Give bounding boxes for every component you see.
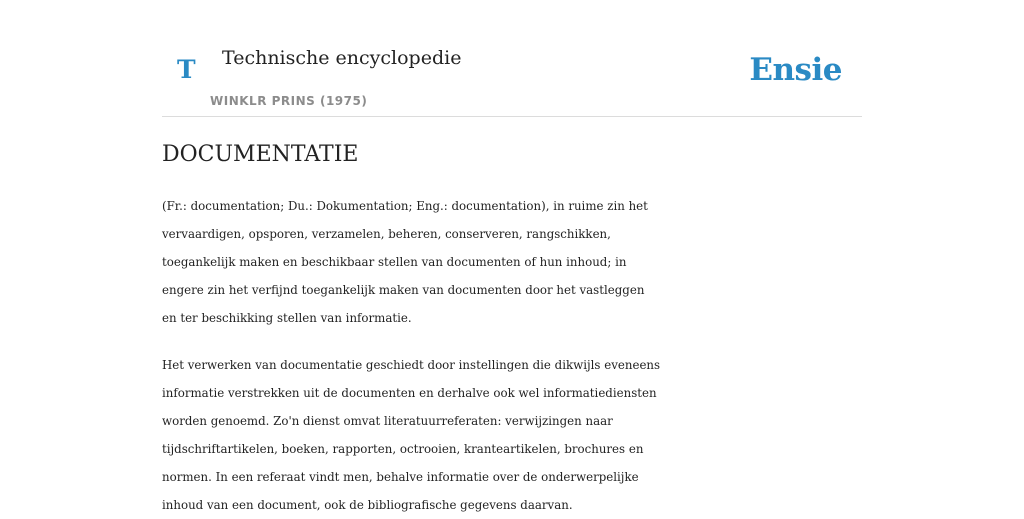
book-source-label: WINKLR PRINS (1975) bbox=[210, 94, 368, 108]
entry-paragraph-2 bbox=[162, 351, 862, 519]
paragraph-line: tijdschriftartikelen, boeken, rapporten, octrooien, kranteartikelen, brochures en bbox=[162, 442, 644, 456]
paragraph-line: (Fr.: documentation; Du.: Dokumentation; Eng.: documentation), in ruime zin het bbox=[162, 199, 648, 213]
paragraph-line: vervaardigen, opsporen, verzamelen, beheren, conserveren, rangschikken, bbox=[162, 227, 611, 241]
paragraph-line: toegankelijk maken en beschikbaar stellen van documenten of hun inhoud; in bbox=[162, 255, 627, 269]
paragraph-line: informatie verstrekken uit de documenten en derhalve ook wel informatiediensten bbox=[162, 386, 657, 400]
entry-paragraph-1 bbox=[162, 192, 862, 332]
paragraph-line: normen. In een referaat vindt men, behalve informatie over de onderwerpelijke bbox=[162, 470, 639, 484]
brand-logo[interactable]: Ensie bbox=[749, 52, 842, 88]
paragraph-line: en ter beschikking stellen van informatie. bbox=[162, 311, 412, 325]
paragraph-line: worden genoemd. Zo'n dienst omvat literatuurreferaten: verwijzingen naar bbox=[162, 414, 613, 428]
paragraph-line: Het verwerken van documentatie geschiedt door instellingen die dikwijls eveneens bbox=[162, 358, 661, 372]
paragraph-line: inhoud van een document, ook de bibliografische gegevens daarvan. bbox=[162, 498, 573, 512]
paragraph-line: engere zin het verfijnd toegankelijk maken van documenten door het vastleggen bbox=[162, 283, 645, 297]
header bbox=[162, 0, 862, 117]
book-letter-logo[interactable]: T bbox=[177, 55, 196, 84]
entry-title: DOCUMENTATIE bbox=[162, 142, 359, 167]
book-title-link[interactable]: Technische encyclopedie bbox=[222, 47, 462, 69]
page bbox=[162, 0, 862, 512]
